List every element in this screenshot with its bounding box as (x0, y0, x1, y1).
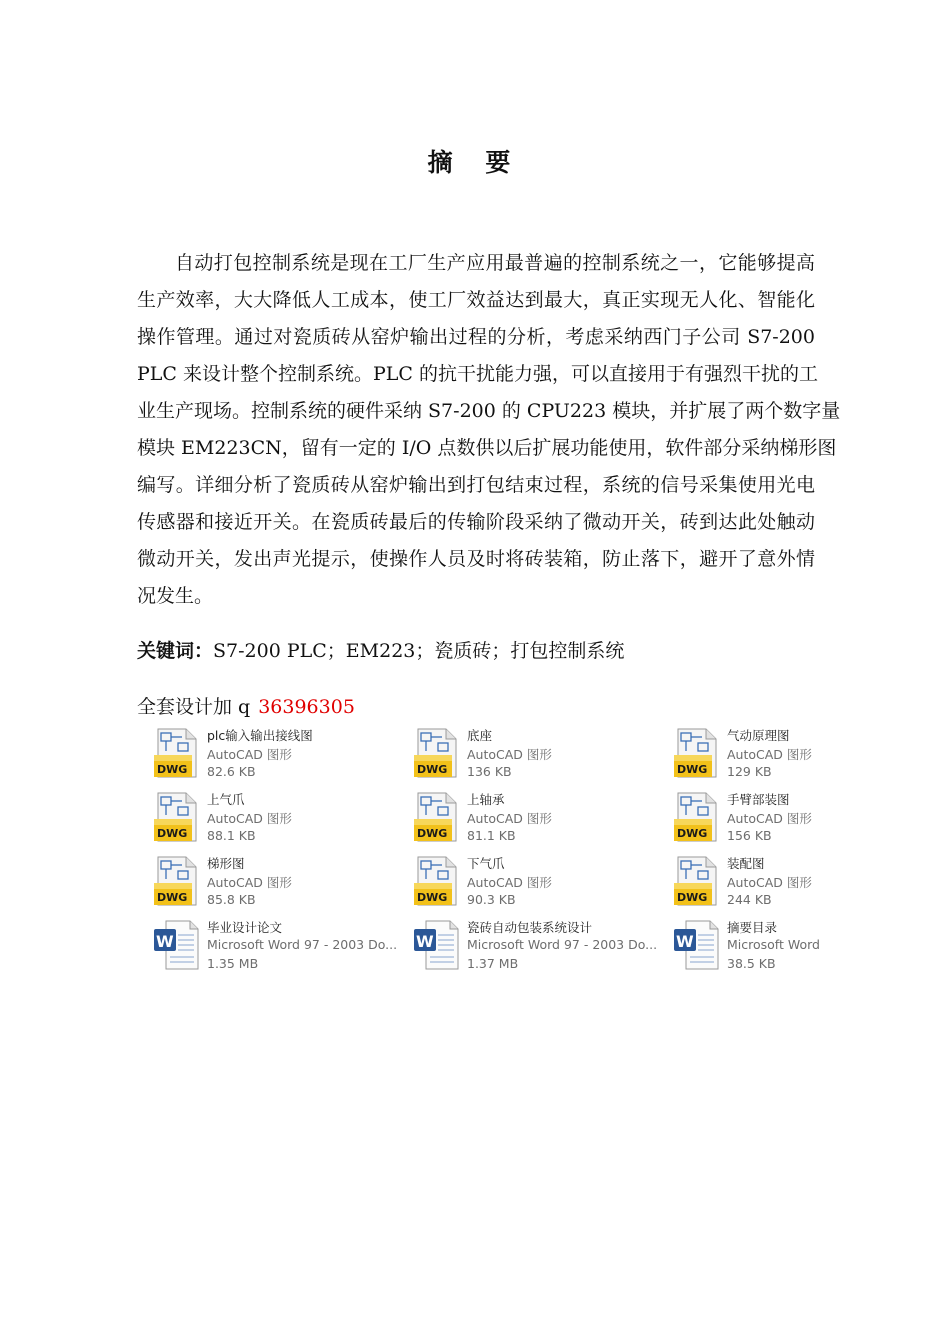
file-name: 瓷砖自动包装系统设计 (467, 920, 593, 935)
file-type: AutoCAD 图形 (727, 747, 812, 762)
file-size: 156 KB (727, 828, 772, 843)
svg-text:DWG: DWG (157, 827, 188, 840)
word-doc-icon (412, 919, 462, 971)
file-item[interactable] (660, 851, 900, 911)
file-name: 手臂部装图 (727, 792, 790, 807)
file-item[interactable] (660, 723, 900, 783)
dwg-icon (152, 855, 202, 907)
file-size: 38.5 KB (727, 956, 776, 971)
svg-text:W: W (416, 932, 434, 951)
file-size: 136 KB (467, 764, 512, 779)
svg-text:DWG: DWG (677, 827, 708, 840)
abstract-line: 况发生。 (137, 585, 214, 607)
dwg-icon (672, 727, 722, 779)
page-title: 摘 要 (427, 148, 523, 177)
file-item[interactable] (140, 723, 380, 783)
keywords (137, 636, 624, 666)
file-name: 气动原理图 (727, 728, 790, 743)
file-type: AutoCAD 图形 (207, 747, 292, 762)
file-size: 244 KB (727, 892, 772, 907)
file-size: 85.8 KB (207, 892, 256, 907)
file-size: 1.37 MB (467, 956, 519, 971)
dwg-icon (152, 727, 202, 779)
file-item[interactable] (140, 787, 380, 847)
file-item[interactable] (140, 915, 398, 975)
file-type: AutoCAD 图形 (207, 811, 292, 826)
contact-number: 36396305 (258, 696, 355, 718)
file-item[interactable] (400, 723, 640, 783)
file-size: 129 KB (727, 764, 772, 779)
dwg-icon (672, 855, 722, 907)
abstract-body (137, 245, 841, 615)
file-size: 81.1 KB (467, 828, 516, 843)
svg-text:DWG: DWG (677, 763, 708, 776)
file-size: 1.35 MB (207, 956, 259, 971)
dwg-icon (412, 791, 462, 843)
file-item[interactable] (400, 787, 640, 847)
file-size: 82.6 KB (207, 764, 256, 779)
abstract-line: 微动开关，发出声光提示，使操作人员及时将砖装箱，防止落下，避开了意外情 (137, 548, 815, 570)
file-size: 88.1 KB (207, 828, 256, 843)
abstract-line: 生产效率，大大降低人工成本，使工厂效益达到最大，真正实现无人化、智能化 (137, 289, 815, 311)
file-type: AutoCAD 图形 (727, 811, 812, 826)
dwg-icon (412, 855, 462, 907)
file-type: AutoCAD 图形 (467, 747, 552, 762)
keywords-label: 关键词： (137, 640, 214, 662)
file-name: 下气爪 (467, 856, 505, 871)
file-name: 装配图 (727, 856, 765, 871)
contact-text: 全套设计加 q (137, 696, 251, 718)
abstract-line: 编写。详细分析了瓷质砖从窑炉输出到打包结束过程，系统的信号采集使用光电 (137, 474, 815, 496)
file-type: AutoCAD 图形 (207, 875, 292, 890)
file-type: Microsoft Word 97 - 2003 Do... (467, 937, 658, 952)
file-item[interactable] (660, 787, 900, 847)
svg-text:W: W (676, 932, 694, 951)
file-name: 梯形图 (207, 856, 245, 871)
svg-text:DWG: DWG (417, 763, 448, 776)
abstract-line: 自动打包控制系统是现在工厂生产应用最普遍的控制系统之一，它能够提高 (175, 252, 815, 274)
file-item[interactable] (400, 851, 640, 911)
file-item[interactable] (400, 915, 658, 975)
svg-text:DWG: DWG (157, 891, 188, 904)
abstract-line: 操作管理。通过对瓷质砖从窑炉输出过程的分析，考虑采纳西门子公司 S7-200 (137, 326, 815, 348)
file-name: 上气爪 (207, 792, 245, 807)
file-type: AutoCAD 图形 (727, 875, 812, 890)
file-item[interactable] (660, 915, 900, 975)
svg-text:DWG: DWG (417, 827, 448, 840)
file-item[interactable] (140, 851, 380, 911)
word-doc-icon (672, 919, 722, 971)
abstract-line: 模块 EM223CN，留有一定的 I/O 点数供以后扩展功能使用，软件部分采纳梯形图 (137, 437, 837, 459)
file-name: 毕业设计论文 (207, 920, 283, 935)
file-name: 上轴承 (467, 792, 505, 807)
file-list-panel (140, 720, 830, 985)
dwg-icon (412, 727, 462, 779)
dwg-icon (672, 791, 722, 843)
keywords-text: S7-200 PLC；EM223；瓷质砖；打包控制系统 (213, 640, 625, 662)
svg-text:W: W (156, 932, 174, 951)
contact-line (137, 692, 355, 722)
word-doc-icon (152, 919, 202, 971)
svg-text:DWG: DWG (417, 891, 448, 904)
file-size: 90.3 KB (467, 892, 516, 907)
abstract-line: 业生产现场。控制系统的硬件采纳 S7-200 的 CPU223 模块，并扩展了两个数字量 (137, 400, 841, 422)
abstract-line: 传感器和接近开关。在瓷质砖最后的传输阶段采纳了微动开关，砖到达此处触动 (137, 511, 815, 533)
file-name: 摘要目录 (727, 920, 778, 935)
file-name: plc输入输出接线图 (207, 728, 313, 743)
file-name: 底座 (467, 728, 493, 743)
file-type: AutoCAD 图形 (467, 875, 552, 890)
file-type: Microsoft Word (727, 937, 820, 952)
dwg-icon (152, 791, 202, 843)
file-type: Microsoft Word 97 - 2003 Do... (207, 937, 398, 952)
abstract-line: PLC 来设计整个控制系统。PLC 的抗干扰能力强，可以直接用于有强烈干扰的工 (137, 363, 818, 385)
svg-text:DWG: DWG (677, 891, 708, 904)
svg-text:DWG: DWG (157, 763, 188, 776)
file-type: AutoCAD 图形 (467, 811, 552, 826)
